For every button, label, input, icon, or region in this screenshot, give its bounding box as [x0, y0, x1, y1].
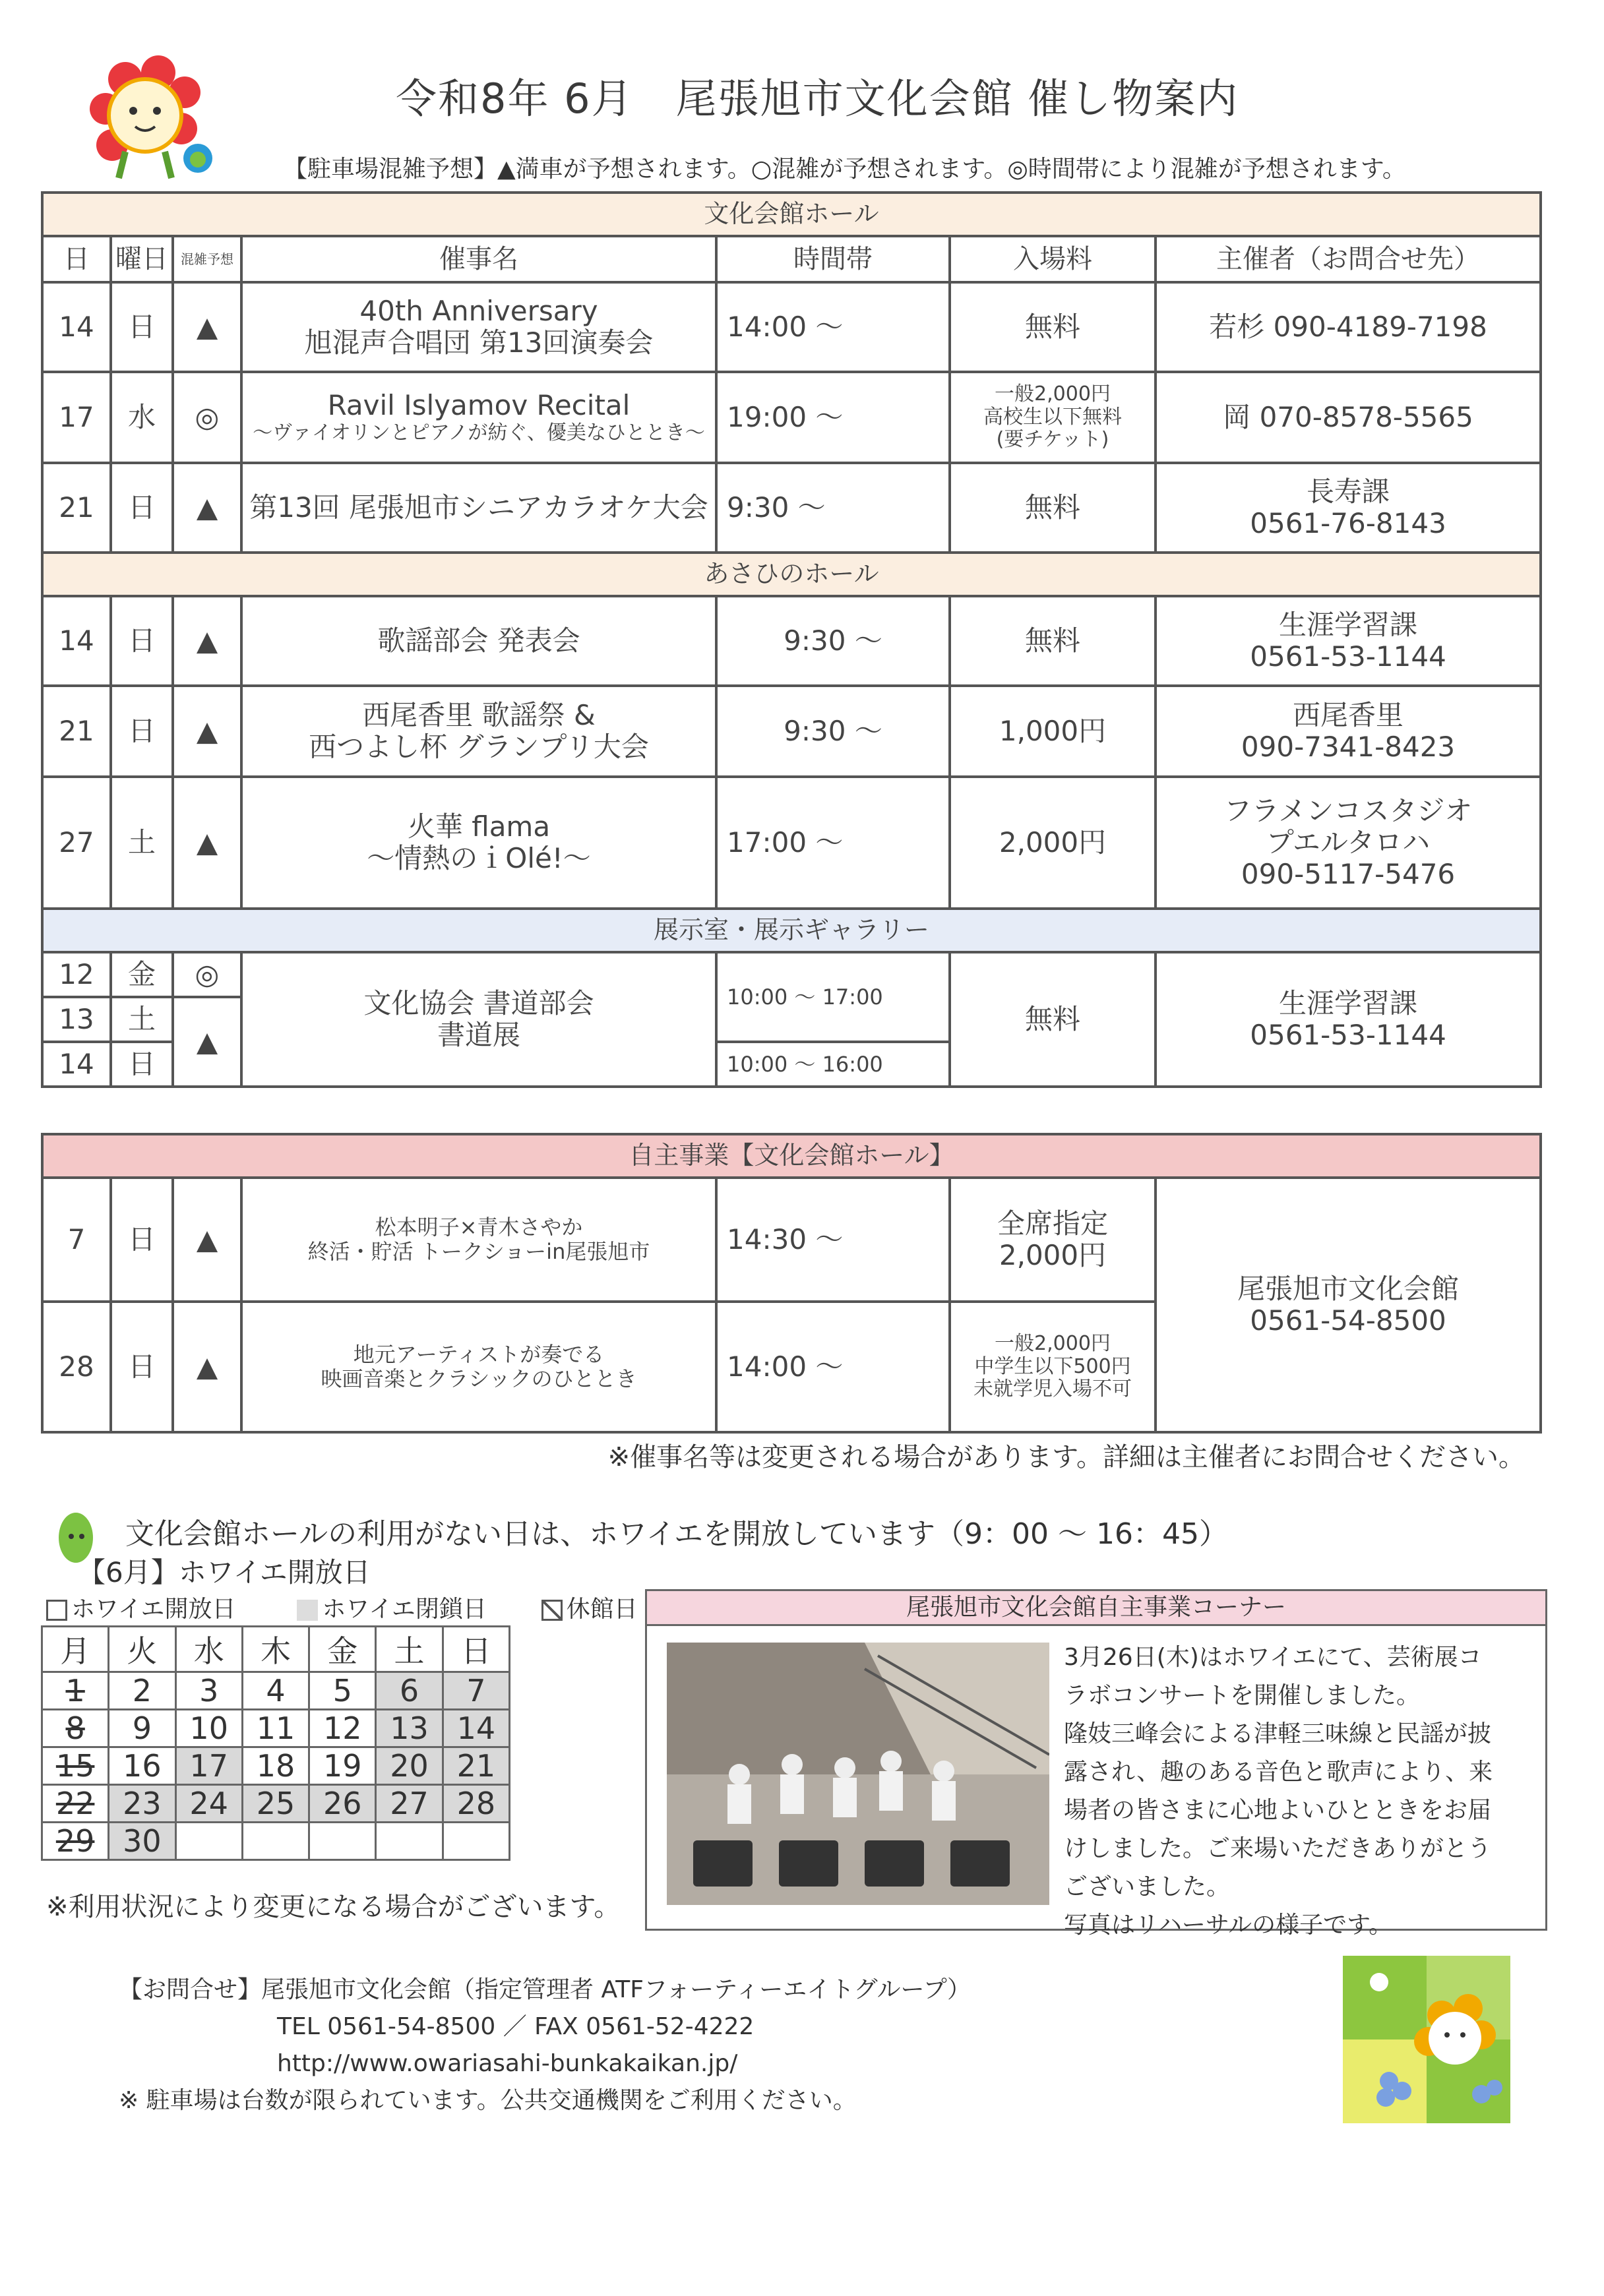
- weekday: 木: [242, 1627, 309, 1672]
- calendar-day: 10: [175, 1710, 242, 1747]
- cell-day: 21: [42, 463, 111, 553]
- table-header: [42, 236, 1541, 282]
- cell-event: [241, 282, 716, 372]
- contact-line: 【お問合せ】尾張旭市文化会館（指定管理者 ATFフォーティーエイトグループ）: [119, 1976, 972, 2003]
- calendar-day: [242, 1823, 309, 1860]
- event-line: ～情熱のｉOlé!～: [367, 842, 591, 874]
- calendar-day: 21: [443, 1747, 509, 1785]
- organizer-line: 尾張旭市文化会館: [1237, 1272, 1460, 1305]
- weekday: 金: [309, 1627, 376, 1672]
- calendar-title: 【6月】ホワイエ開放日: [78, 1556, 371, 1588]
- cell-congestion: ▲: [173, 777, 241, 909]
- organizer-line: 090-7341-8423: [1241, 731, 1456, 763]
- weekday: 水: [175, 1627, 242, 1672]
- cell-dow: 金: [111, 952, 173, 997]
- corner-line: 隆妓三峰会による津軽三味線と民謡が披: [1064, 1720, 1492, 1747]
- sunflower-mascot-icon: [1343, 1956, 1510, 2123]
- cell-day: 28: [42, 1302, 111, 1432]
- cell-organizer: [1156, 952, 1541, 1087]
- event-subtitle: ～ヴァイオリンとピアノが紡ぐ、優美なひととき～: [253, 421, 705, 445]
- calendar-day: 18: [242, 1747, 309, 1785]
- cell-dow: 水: [111, 372, 173, 463]
- cell-dow: 日: [111, 1178, 173, 1302]
- cell-organizer: [1156, 777, 1541, 909]
- website-link[interactable]: http://www.owariasahi-bunkakaikan.jp/: [277, 2050, 738, 2077]
- event-line: Ravil Islyamov Recital: [327, 388, 631, 421]
- cell-fee: 無料: [950, 282, 1156, 372]
- table-row: [42, 463, 1541, 553]
- cell-congestion: ◎: [173, 952, 241, 997]
- cell-time: 10:00 ～ 16:00: [716, 1042, 950, 1087]
- cell-fee: 無料: [950, 596, 1156, 686]
- cell-day: 14: [42, 596, 111, 686]
- mascot-image: [1343, 1956, 1510, 2123]
- calendar-day: 4: [242, 1672, 309, 1710]
- calendar-day: 24: [175, 1785, 242, 1823]
- contact-info: [119, 1972, 971, 2119]
- cell-dow: 日: [111, 282, 173, 372]
- cell-organizer: [1156, 1178, 1541, 1432]
- corner-line: 写真はリハーサルの様子です。: [1064, 1912, 1393, 1939]
- event-line: 西つよし杯 グランプリ大会: [309, 731, 649, 763]
- cell-organizer: [1156, 686, 1541, 777]
- legend-holiday: 休館日: [566, 1596, 638, 1623]
- cell-congestion: ◎: [173, 372, 241, 463]
- parking-legend: 【駐車場混雑予想】▲満車が予想されます。○混雑が予想されます。◎時間帯により混雑が予想されます。: [284, 156, 1406, 183]
- organizer-line: フラメンコスタジオ: [1223, 794, 1473, 827]
- header-event: 催事名: [241, 236, 716, 282]
- calendar-day: 20: [376, 1747, 443, 1785]
- corner-line: 場者の皆さまに心地よいひとときをお届: [1064, 1797, 1492, 1824]
- header-dow: 曜日: [111, 236, 173, 282]
- calendar-day: 22: [42, 1785, 109, 1823]
- cell-day: 17: [42, 372, 111, 463]
- cell-event: 第13回 尾張旭市シニアカラオケ大会: [241, 463, 716, 553]
- cell-dow: 日: [111, 596, 173, 686]
- organizer-line: 長寿課: [1307, 475, 1390, 508]
- event-line: 旭混声合唱団 第13回演奏会: [304, 326, 654, 359]
- cell-event: [241, 372, 716, 463]
- cell-fee: 1,000円: [950, 686, 1156, 777]
- header-congestion: 混雑予想: [173, 236, 241, 282]
- calendar-day: 19: [309, 1747, 376, 1785]
- cell-time: 14:00 ～: [716, 282, 950, 372]
- section-hall: 文化会館ホール: [42, 193, 1541, 236]
- organizer-line: 0561-53-1144: [1250, 1019, 1446, 1051]
- cell-dow: 日: [111, 1302, 173, 1432]
- table-row: [42, 952, 1541, 997]
- cell-fee: [950, 1178, 1156, 1302]
- calendar-header: [42, 1627, 510, 1672]
- legend-closed: ホワイエ閉鎖日: [322, 1596, 487, 1623]
- cell-organizer: 若杉 090-4189-7198: [1156, 282, 1541, 372]
- corner-line: ございました。: [1064, 1873, 1231, 1900]
- fee-line: 2,000円: [999, 1239, 1107, 1271]
- organizer-line: プエルタロハ: [1266, 826, 1431, 859]
- cell-dow: 土: [111, 997, 173, 1042]
- event-line: 松本明子×青木さやか: [375, 1215, 583, 1240]
- corner-line: ラボコンサートを開催しました。: [1064, 1682, 1421, 1709]
- cell-fee: 無料: [950, 463, 1156, 553]
- section-gallery: 展示室・展示ギャラリー: [42, 909, 1541, 952]
- calendar-week: [42, 1785, 510, 1823]
- cell-organizer: 岡 070-8578-5565: [1156, 372, 1541, 463]
- corner-text: [1064, 1639, 1532, 1945]
- event-line: 西尾香里 歌謡祭 &: [362, 698, 596, 731]
- cell-day: 21: [42, 686, 111, 777]
- cell-dow: 日: [111, 463, 173, 553]
- header-fee: 入場料: [950, 236, 1156, 282]
- cell-congestion: ▲: [173, 997, 241, 1087]
- jishu-table: [41, 1133, 1542, 1434]
- cell-congestion: ▲: [173, 1178, 241, 1302]
- calendar-day: 1: [42, 1672, 109, 1710]
- calendar-day: 25: [242, 1785, 309, 1823]
- cell-event: [241, 952, 716, 1087]
- calendar-day: 3: [175, 1672, 242, 1710]
- cell-dow: 日: [111, 1042, 173, 1087]
- foyer-calendar: [41, 1625, 510, 1861]
- cell-dow: 土: [111, 777, 173, 909]
- calendar-day: [443, 1823, 509, 1860]
- fee-line: 未就学児入場不可: [973, 1377, 1132, 1401]
- calendar-day: 6: [376, 1672, 443, 1710]
- cell-time: 17:00 ～: [716, 777, 950, 909]
- fee-line: 中学生以下500円: [974, 1354, 1131, 1378]
- sunflower-mascot-logo: [73, 53, 231, 185]
- contact-phone: TEL 0561-54-8500 ／ FAX 0561-52-4222: [277, 2013, 755, 2040]
- schedule-table: [41, 191, 1542, 1088]
- weekday: 日: [443, 1627, 509, 1672]
- organizer-line: 0561-54-8500: [1250, 1304, 1446, 1337]
- calendar-legend: [46, 1590, 638, 1624]
- calendar-day: 29: [42, 1823, 109, 1860]
- legend-open: ホワイエ開放日: [71, 1596, 236, 1623]
- cell-organizer: [1156, 596, 1541, 686]
- corner-title: 尾張旭市文化会館自主事業コーナー: [647, 1591, 1545, 1626]
- cell-dow: 日: [111, 686, 173, 777]
- open-square-icon: [46, 1600, 67, 1621]
- cell-time: 9:30 ～: [716, 686, 950, 777]
- cell-organizer: [1156, 463, 1541, 553]
- header-time: 時間帯: [716, 236, 950, 282]
- calendar-day: 11: [242, 1710, 309, 1747]
- calendar-day: [175, 1823, 242, 1860]
- cell-day: 7: [42, 1178, 111, 1302]
- event-line: 終活・貯活 トークショーin尾張旭市: [307, 1239, 650, 1264]
- cell-event: [241, 1302, 716, 1432]
- table-row: [42, 777, 1541, 909]
- fee-line: 高校生以下無料: [983, 405, 1122, 429]
- cell-time: 19:00 ～: [716, 372, 950, 463]
- calendar-day: [309, 1823, 376, 1860]
- organizer-line: 0561-53-1144: [1250, 640, 1446, 673]
- calendar-day: 30: [109, 1823, 175, 1860]
- calendar-day: 2: [109, 1672, 175, 1710]
- cell-event: [241, 777, 716, 909]
- calendar-day: 14: [443, 1710, 509, 1747]
- cell-fee: [950, 372, 1156, 463]
- organizer-line: 西尾香里: [1293, 698, 1404, 731]
- header-day: 日: [42, 236, 111, 282]
- event-line: 映画音楽とクラシックのひととき: [321, 1366, 637, 1391]
- cell-day: 14: [42, 1042, 111, 1087]
- cell-time: 14:00 ～: [716, 1302, 950, 1432]
- calendar-day: 13: [376, 1710, 443, 1747]
- calendar-day: 5: [309, 1672, 376, 1710]
- calendar-day: 16: [109, 1747, 175, 1785]
- event-line: 40th Anniversary: [359, 294, 598, 327]
- cell-fee: 無料: [950, 952, 1156, 1087]
- cell-congestion: ▲: [173, 596, 241, 686]
- calendar-week: [42, 1672, 510, 1710]
- change-notice: ※催事名等は変更される場合があります。詳細は主催者にお問合せください。: [607, 1442, 1525, 1472]
- cell-time: 9:30 ～: [716, 596, 950, 686]
- rehearsal-photo: [667, 1643, 1049, 1905]
- event-line: 書道展: [437, 1019, 520, 1051]
- cell-day: 12: [42, 952, 111, 997]
- calendar-day: 17: [175, 1747, 242, 1785]
- parking-note: ※ 駐車場は台数が限られています。公共交通機関をご利用ください。: [119, 2087, 857, 2114]
- weekday: 火: [109, 1627, 175, 1672]
- cell-time: 10:00 ～ 17:00: [716, 952, 950, 1042]
- fee-line: (要チケット): [996, 428, 1109, 452]
- cell-congestion: ▲: [173, 686, 241, 777]
- cell-event: [241, 686, 716, 777]
- photo-illustration: [667, 1643, 1049, 1905]
- page-title: 令和8年 6月 尾張旭市文化会館 催し物案内: [396, 75, 1239, 123]
- table-row: [42, 1178, 1541, 1302]
- cell-event: [241, 1178, 716, 1302]
- cell-congestion: ▲: [173, 463, 241, 553]
- table-row: [42, 686, 1541, 777]
- cell-congestion: ▲: [173, 1302, 241, 1432]
- calendar-day: 15: [42, 1747, 109, 1785]
- organizer-line: 生涯学習課: [1279, 986, 1418, 1019]
- calendar-day: 7: [443, 1672, 509, 1710]
- calendar-day: 12: [309, 1710, 376, 1747]
- event-line: 文化協会 書道部会: [363, 986, 594, 1019]
- corner-line: 露され、趣のある音色と歌声により、来: [1064, 1759, 1493, 1786]
- cell-day: 14: [42, 282, 111, 372]
- jishu-corner: [645, 1589, 1547, 1939]
- fee-line: 一般2,000円: [995, 1332, 1111, 1356]
- event-line: 地元アーティストが奏でる: [353, 1342, 605, 1368]
- cell-fee: 2,000円: [950, 777, 1156, 909]
- table-row: [42, 372, 1541, 463]
- cell-time: 9:30 ～: [716, 463, 950, 553]
- cell-fee: [950, 1302, 1156, 1432]
- calendar-day: 27: [376, 1785, 443, 1823]
- event-line: 火華 flama: [407, 810, 551, 843]
- calendar-week: [42, 1747, 510, 1785]
- organizer-line: 生涯学習課: [1279, 608, 1418, 641]
- calendar-note: ※利用状況により変更になる場合がございます。: [46, 1892, 621, 1922]
- calendar-day: 26: [309, 1785, 376, 1823]
- fee-line: 全席指定: [997, 1207, 1108, 1240]
- table-row: [42, 282, 1541, 372]
- header-organizer: 主催者（お問合せ先）: [1156, 236, 1541, 282]
- corner-line: 3月26日(木)はホワイエにて、芸術展コ: [1064, 1644, 1482, 1671]
- organizer-line: 090-5117-5476: [1241, 858, 1456, 891]
- calendar-day: 9: [109, 1710, 175, 1747]
- section-asahino: あさひのホール: [42, 553, 1541, 596]
- foyer-info: 文化会館ホールの利用がない日は、ホワイエを開放しています（9：00 ～ 16：45）: [125, 1517, 1228, 1551]
- weekday: 土: [376, 1627, 443, 1672]
- cell-event: 歌謡部会 発表会: [241, 596, 716, 686]
- calendar-day: 8: [42, 1710, 109, 1747]
- calendar-week: [42, 1710, 510, 1747]
- table-row: [42, 596, 1541, 686]
- cell-day: 27: [42, 777, 111, 909]
- weekday: 月: [42, 1627, 109, 1672]
- section-jishu: 自主事業【文化会館ホール】: [42, 1134, 1541, 1178]
- calendar-day: 28: [443, 1785, 509, 1823]
- organizer-line: 0561-76-8143: [1250, 507, 1446, 539]
- gray-square-icon: [297, 1600, 318, 1621]
- cell-day: 13: [42, 997, 111, 1042]
- calendar-week: [42, 1823, 510, 1860]
- calendar-day: [376, 1823, 443, 1860]
- corner-line: けしました。ご来場いただきありがとう: [1064, 1835, 1492, 1862]
- cell-time: 14:30 ～: [716, 1178, 950, 1302]
- calendar-day: 23: [109, 1785, 175, 1823]
- slash-square-icon: [541, 1600, 563, 1621]
- cell-congestion: ▲: [173, 282, 241, 372]
- fee-line: 一般2,000円: [995, 382, 1111, 406]
